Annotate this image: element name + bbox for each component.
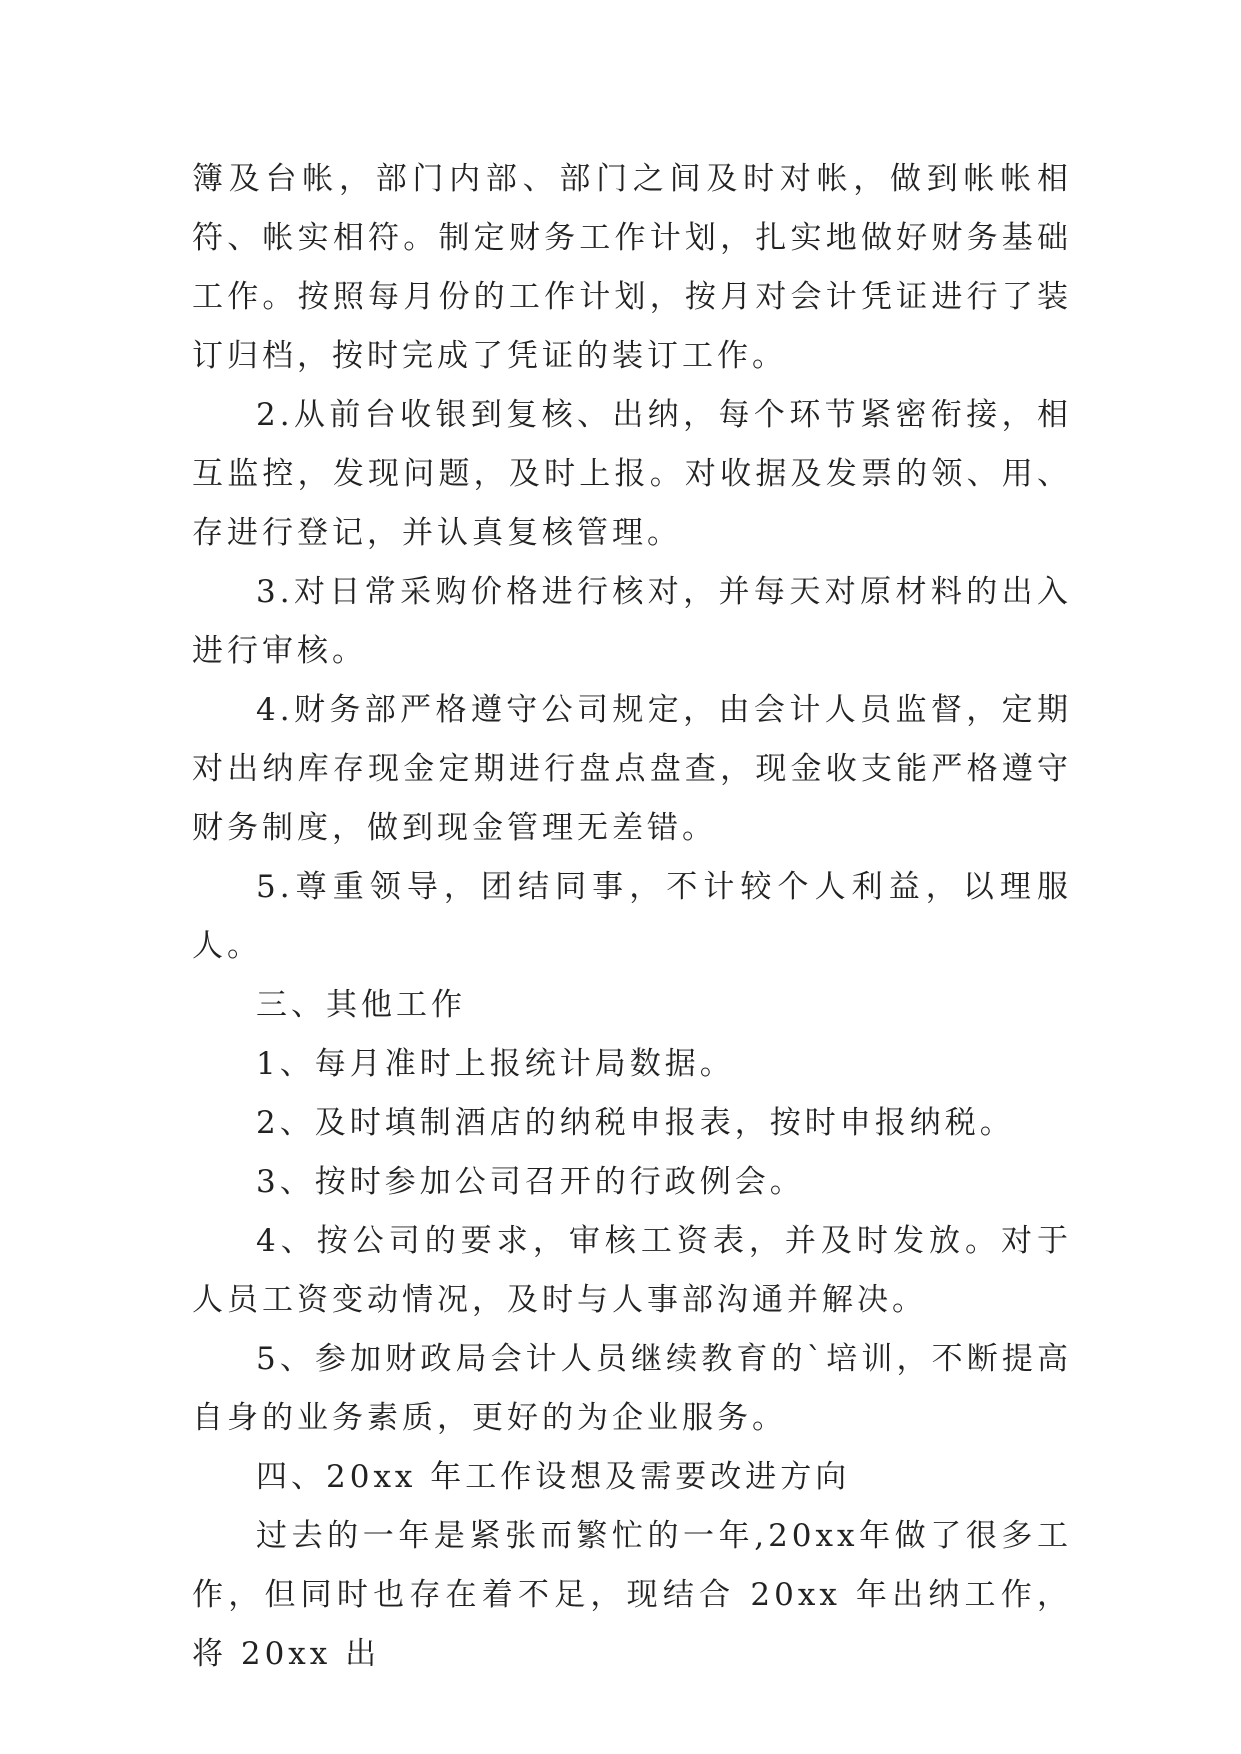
- section-heading-plans: 四、20xx 年工作设想及需要改进方向: [256, 1459, 851, 1495]
- paragraph-ledger-reconciliation: 簿及台帐，部门内部、部门之间及时对帐，做到帐帐相符、帐实相符。制定财务工作计划，扎实地做好财务基础工作。按照每月份的工作计划，按月对会计凭证进行了装订归档，按时完成了凭证的装订工作。: [192, 161, 1072, 374]
- paragraph-year-review: 过去的一年是紧张而繁忙的一年,20xx年做了很多工作，但同时也存在着不足，现结合 20xx 年出纳工作，将 20xx 出: [192, 1518, 1072, 1672]
- paragraph-other-2-tax-filing: 2、及时填制酒店的纳税申报表，按时申报纳税。: [256, 1105, 1015, 1141]
- paragraph-other-4-payroll: 4、按公司的要求，审核工资表，并及时发放。对于人员工资变动情况，及时与人事部沟通并解决。: [192, 1223, 1072, 1318]
- paragraph-other-5-training: 5、参加财政局会计人员继续教育的`培训，不断提高自身的业务素质，更好的为企业服务。: [192, 1341, 1072, 1436]
- paragraph-item-5-teamwork: 5.尊重领导，团结同事，不计较个人利益，以理服人。: [192, 869, 1072, 964]
- paragraph-item-3-purchase-check: 3.对日常采购价格进行核对，并每天对原材料的出入进行审核。: [192, 574, 1072, 669]
- paragraph-other-3-meetings: 3、按时参加公司召开的行政例会。: [256, 1164, 805, 1200]
- paragraph-item-4-cash-audit: 4.财务部严格遵守公司规定，由会计人员监督，定期对出纳库存现金定期进行盘点盘查，现金收支能严格遵守财务制度，做到现金管理无差错。: [192, 692, 1072, 846]
- section-heading-other-work: 三、其他工作: [256, 987, 466, 1023]
- paragraph-item-2-cashier-flow: 2.从前台收银到复核、出纳，每个环节紧密衔接，相互监控，发现问题，及时上报。对收据及发票的领、用、存进行登记，并认真复核管理。: [192, 397, 1072, 551]
- paragraph-other-1-statistics: 1、每月准时上报统计局数据。: [256, 1046, 735, 1082]
- document-body: [192, 150, 1072, 1684]
